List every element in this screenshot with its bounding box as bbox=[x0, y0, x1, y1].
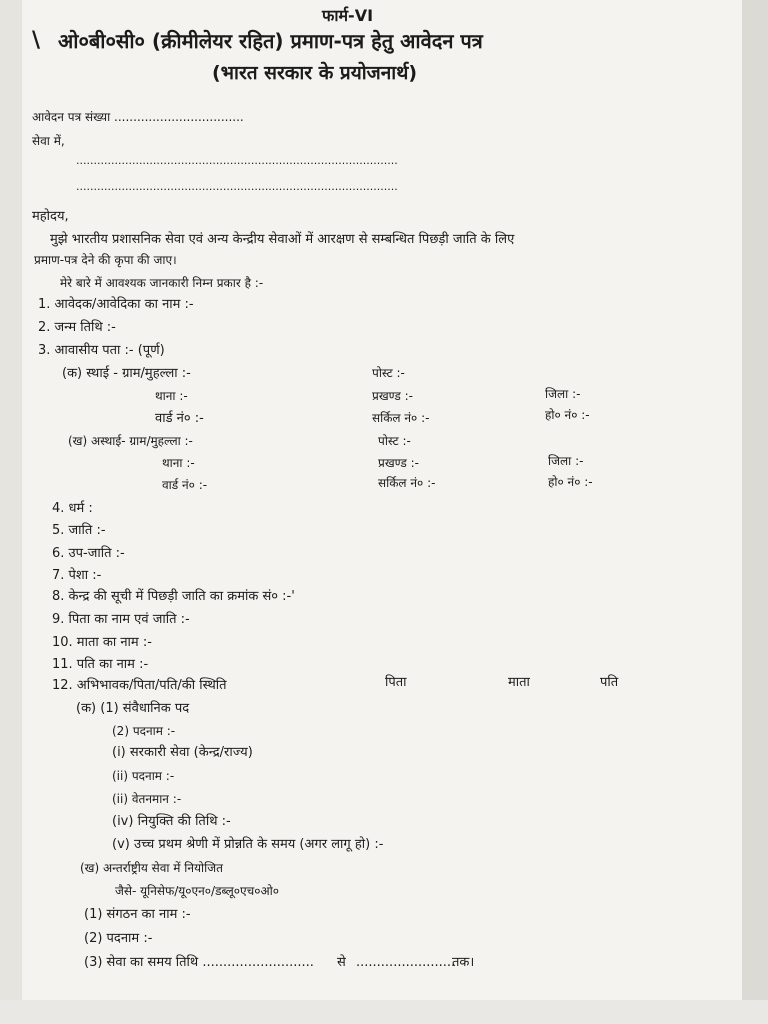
temp-post: पोस्ट :- bbox=[378, 434, 411, 448]
constitutional-post: (क) (1) संवैधानिक पद bbox=[76, 701, 190, 716]
appointment-date: (iv) नियुक्ति की तिथि :- bbox=[112, 814, 231, 829]
column-husband: पति bbox=[600, 675, 619, 690]
item-dob: 2. जन्म तिथि :- bbox=[38, 320, 116, 335]
margin-mark: \ bbox=[32, 28, 41, 53]
column-father: पिता bbox=[385, 675, 407, 690]
info-intro: मेरे बारे में आवश्यक जानकारी निम्न प्रकार है :- bbox=[60, 276, 264, 290]
perm-district: जिला :- bbox=[545, 387, 581, 401]
temp-holding: हो० नं० :- bbox=[548, 475, 593, 489]
pay-scale: (ii) वेतनमान :- bbox=[112, 792, 182, 806]
item-central-list-serial: 8. केन्द्र की सूची में पिछड़ी जाति का क्रमांक सं० :-' bbox=[52, 589, 295, 604]
service-period-tak: तक। bbox=[452, 955, 475, 970]
salutation: महोदय, bbox=[32, 209, 69, 224]
to-line: सेवा में, bbox=[32, 134, 65, 148]
international-designation: (2) पदनाम :- bbox=[84, 931, 153, 946]
perm-thana: थाना :- bbox=[155, 389, 188, 403]
service-period-to: ........................ bbox=[356, 955, 456, 970]
paper-edge bbox=[742, 0, 768, 1024]
perm-village: (क) स्थाई - ग्राम/मुहल्ला :- bbox=[62, 366, 191, 381]
perm-block: प्रखण्ड :- bbox=[372, 389, 413, 403]
perm-ward: वार्ड नं० :- bbox=[155, 411, 204, 426]
temp-district: जिला :- bbox=[548, 454, 584, 468]
address-dots-1: ............................................................................................ bbox=[76, 154, 398, 167]
item-mother-name: 10. माता का नाम :- bbox=[52, 635, 152, 650]
international-service: (ख) अन्तर्राष्ट्रीय सेवा में नियोजित bbox=[80, 861, 223, 875]
promotion-time: (v) उच्च प्रथम श्रेणी में प्रोन्नति के समय (अगर लागू हो) :- bbox=[112, 837, 384, 852]
govt-service: (i) सरकारी सेवा (केन्द्र/राज्य) bbox=[112, 745, 253, 760]
perm-circle: सर्किल नं० :- bbox=[372, 411, 430, 425]
designation-ii: (ii) पदनाम :- bbox=[112, 769, 175, 783]
perm-holding: हो० नं० :- bbox=[545, 408, 590, 422]
request-para-line1: मुझे भारतीय प्रशासनिक सेवा एवं अन्य केन्द्रीय सेवाओं में आरक्षण से सम्बन्धित पिछड़ी जाति के लिए bbox=[50, 232, 515, 247]
bottom-strip bbox=[0, 1000, 768, 1024]
item-subcaste: 6. उप-जाति :- bbox=[52, 546, 125, 561]
temp-ward: वार्ड नं० :- bbox=[162, 478, 208, 492]
service-period-from: (3) सेवा का समय तिथि ........................... bbox=[84, 955, 314, 970]
organisation-name: (1) संगठन का नाम :- bbox=[84, 907, 191, 922]
form-subtitle: (भारत सरकार के प्रयोजनार्थ) bbox=[212, 62, 418, 84]
item-applicant-name: 1. आवेदक/आवेदिका का नाम :- bbox=[38, 297, 194, 312]
item-caste: 5. जाति :- bbox=[52, 523, 106, 538]
item-occupation: 7. पेशा :- bbox=[52, 568, 102, 583]
example-orgs: जैसे- यूनिसेफ/यू०एन०/डब्लू०एच०ओ० bbox=[115, 884, 280, 898]
form-title: ओ०बी०सी० (क्रीमीलेयर रहित) प्रमाण-पत्र हेतु आवेदन पत्र bbox=[58, 29, 483, 53]
item-father-name-caste: 9. पिता का नाम एवं जाति :- bbox=[52, 612, 190, 627]
temp-circle: सर्किल नं० :- bbox=[378, 476, 436, 490]
item-address: 3. आवासीय पता :- (पूर्ण) bbox=[38, 343, 165, 358]
temp-village: (ख) अस्थाई- ग्राम/मुहल्ला :- bbox=[68, 434, 193, 448]
application-number: आवेदन पत्र संख्या .................................. bbox=[32, 110, 244, 124]
designation-2: (2) पदनाम :- bbox=[112, 724, 176, 738]
column-mother: माता bbox=[508, 675, 530, 690]
item-husband-name: 11. पति का नाम :- bbox=[52, 657, 149, 672]
item-religion: 4. धर्म : bbox=[52, 501, 93, 516]
temp-block: प्रखण्ड :- bbox=[378, 456, 419, 470]
item-guardian-status: 12. अभिभावक/पिता/पति/की स्थिति bbox=[52, 678, 227, 693]
perm-post: पोस्ट :- bbox=[372, 366, 405, 380]
form-number: फार्म-VI bbox=[322, 6, 374, 25]
address-dots-2: ............................................................................................ bbox=[76, 180, 398, 193]
request-para-line2: प्रमाण-पत्र देने की कृपा की जाए। bbox=[34, 253, 177, 267]
temp-thana: थाना :- bbox=[162, 456, 195, 470]
service-period-se: से bbox=[337, 955, 346, 970]
